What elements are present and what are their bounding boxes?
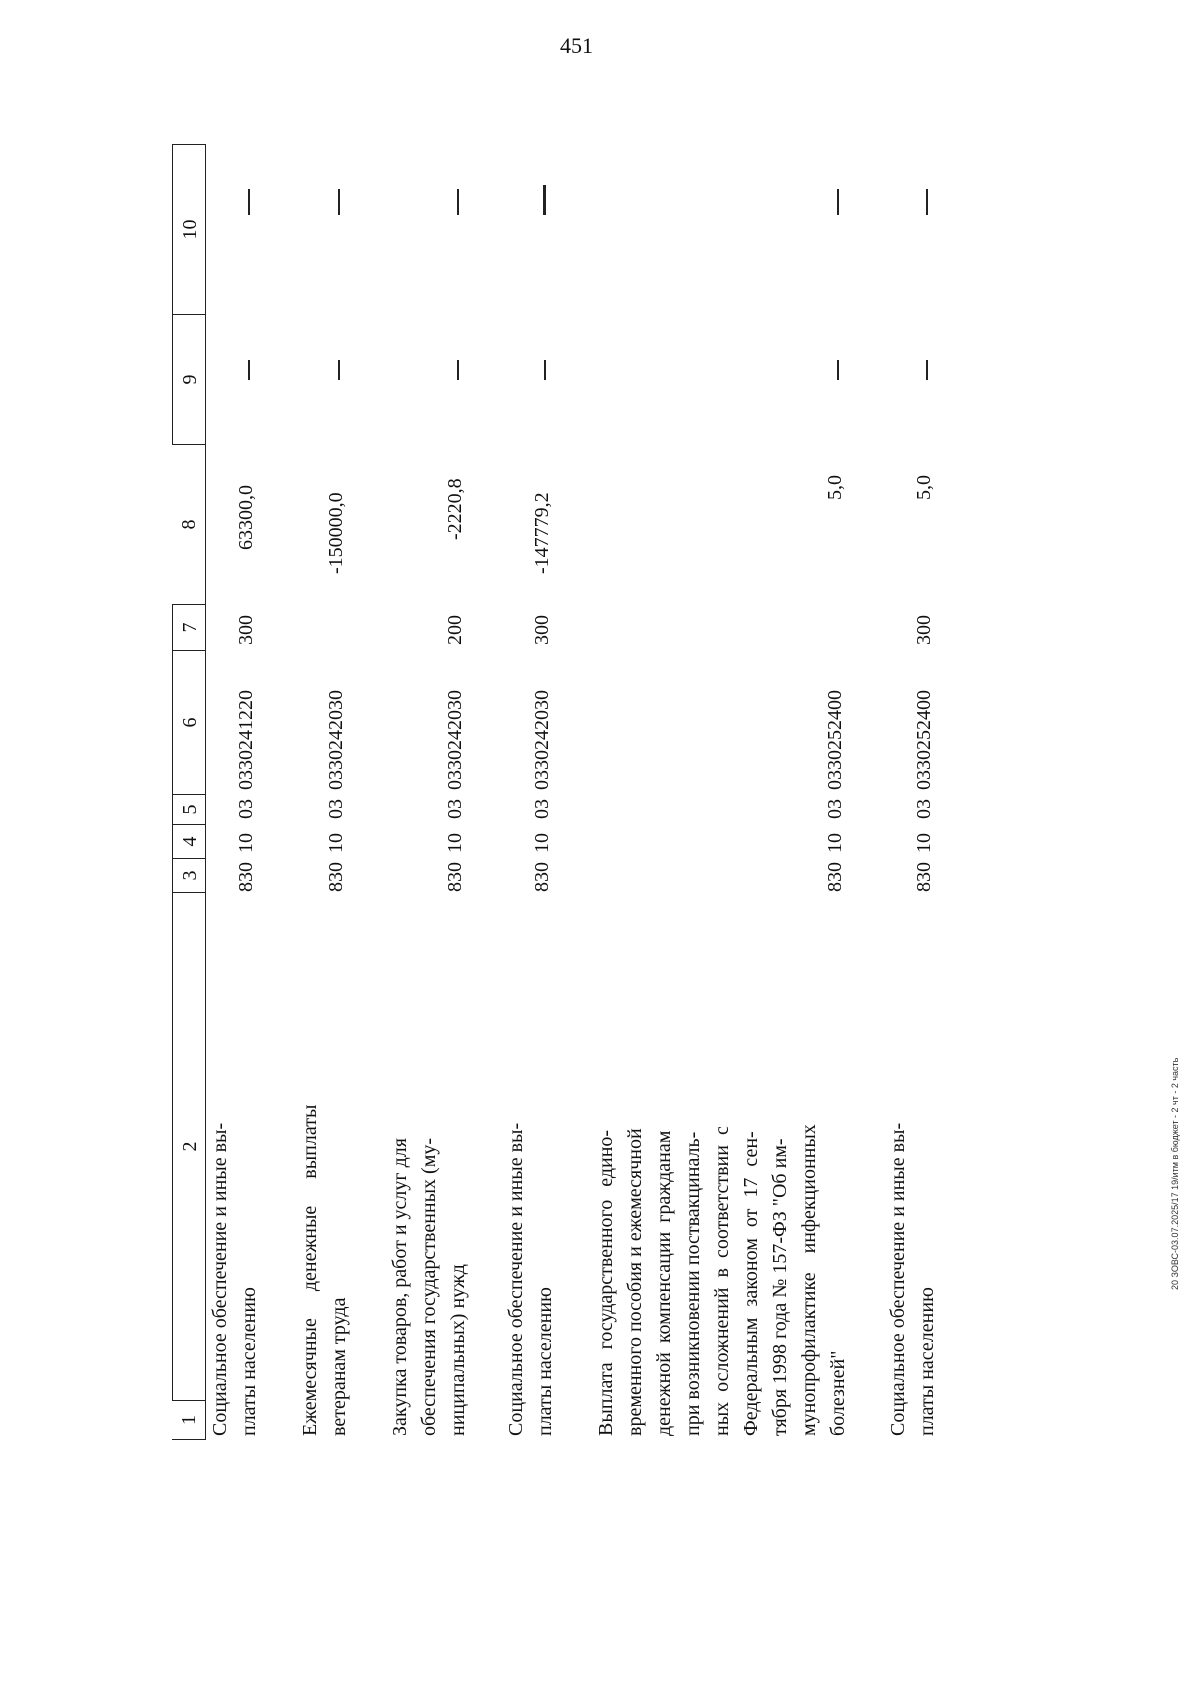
cell-col-9-dash [926, 360, 928, 380]
header-col-5: 5 [172, 794, 206, 824]
cell-col-4: 10 [444, 833, 466, 853]
cell-col-5: 03 [531, 799, 553, 819]
cell-col-9-dash [544, 360, 546, 380]
description-line: денежной компенсации гражданам [653, 1130, 675, 1436]
page-number: 451 [560, 33, 593, 58]
cell-col-5: 03 [913, 799, 935, 819]
cell-col-4: 10 [913, 833, 935, 853]
cell-col-10-dash [338, 189, 340, 215]
cell-col-6: 0330242030 [444, 690, 466, 790]
cell-col-4: 10 [325, 833, 347, 853]
description-line: Федеральным законом от 17 сен- [740, 1131, 762, 1436]
cell-col-8: -147779,2 [531, 492, 553, 574]
cell-col-8: 5,0 [913, 475, 935, 500]
description-line: платы населению [916, 1286, 938, 1436]
header-col-6: 6 [172, 650, 206, 794]
cell-col-10-dash [837, 189, 839, 215]
cell-col-3: 830 [444, 862, 466, 892]
row-description [502, 898, 560, 1436]
cell-col-6: 0330242030 [531, 690, 553, 790]
row-description [884, 898, 942, 1436]
cell-col-8: -150000,0 [325, 492, 347, 574]
description-line: мунопрофилактике инфекционных [798, 1124, 820, 1436]
cell-col-5: 03 [325, 799, 347, 819]
cell-col-3: 830 [913, 862, 935, 892]
description-line: Закупка товаров, работ и услуг для [389, 1138, 411, 1436]
cell-col-9-dash [457, 360, 459, 380]
cell-col-3: 830 [824, 862, 846, 892]
row-description [386, 898, 473, 1436]
cell-col-8: -2220,8 [444, 478, 466, 540]
cell-col-8: 63300,0 [235, 485, 257, 550]
header-col-10: 10 [172, 144, 206, 314]
cell-col-5: 03 [824, 799, 846, 819]
description-line: Ежемесячные денежные выплаты [299, 1104, 321, 1436]
cell-col-4: 10 [531, 833, 553, 853]
description-line: болезней" [827, 1350, 849, 1436]
cell-col-7: 300 [235, 615, 257, 645]
cell-col-8: 5,0 [824, 475, 846, 500]
description-line: платы населению [534, 1286, 556, 1436]
row-description [206, 898, 264, 1436]
cell-col-10-dash [543, 185, 546, 215]
cell-col-3: 830 [235, 862, 257, 892]
cell-col-6: 0330252400 [824, 690, 846, 790]
cell-col-3: 830 [325, 862, 347, 892]
row-description [296, 898, 354, 1436]
header-col-2: 2 [172, 892, 206, 1400]
description-line: обеспечения государственных (му- [418, 1137, 440, 1436]
cell-col-6: 0330242030 [325, 690, 347, 790]
description-line: ных осложнений в соответствии с [711, 1126, 733, 1436]
footer-note: 20 ЗОВС-03.07.2025/17 19/итм в бюджет - 2 чт - 2 часть [1170, 1057, 1180, 1290]
description-line: Социальное обеспечение и иные вы- [209, 1122, 231, 1436]
cell-col-5: 03 [235, 799, 257, 819]
table-header [172, 90, 206, 1440]
cell-col-7: 300 [913, 615, 935, 645]
header-col-1: 1 [172, 1400, 206, 1440]
header-col-8: 8 [172, 444, 206, 604]
cell-col-9-dash [338, 360, 340, 380]
description-line: ниципальных) нужд [447, 1264, 469, 1436]
cell-col-10-dash [457, 189, 459, 215]
description-line: тября 1998 года № 157-ФЗ "Об им- [769, 1138, 791, 1436]
header-col-3: 3 [172, 858, 206, 892]
cell-col-6: 0330241220 [235, 690, 257, 790]
cell-col-6: 0330252400 [913, 690, 935, 790]
cell-col-7: 200 [444, 615, 466, 645]
description-line: Социальное обеспечение и иные вы- [887, 1122, 909, 1436]
cell-col-9-dash [248, 360, 250, 380]
description-line: ветеранам труда [328, 1297, 350, 1436]
description-line: Выплата государственного едино- [595, 1129, 617, 1436]
header-col-4: 4 [172, 824, 206, 858]
header-col-9: 9 [172, 314, 206, 444]
cell-col-10-dash [248, 189, 250, 215]
cell-col-3: 830 [531, 862, 553, 892]
budget-table [172, 90, 1052, 1440]
description-line: платы населению [238, 1286, 260, 1436]
description-line: при возникновении поствакциналь- [682, 1131, 704, 1436]
description-line: Социальное обеспечение и иные вы- [505, 1122, 527, 1436]
cell-col-4: 10 [235, 833, 257, 853]
header-col-7: 7 [172, 604, 206, 650]
cell-col-5: 03 [444, 799, 466, 819]
cell-col-10-dash [926, 189, 928, 215]
cell-col-7: 300 [531, 615, 553, 645]
description-line: временного пособия и ежемесячной [624, 1128, 646, 1436]
cell-col-9-dash [837, 360, 839, 380]
row-description [592, 898, 853, 1436]
cell-col-4: 10 [824, 833, 846, 853]
